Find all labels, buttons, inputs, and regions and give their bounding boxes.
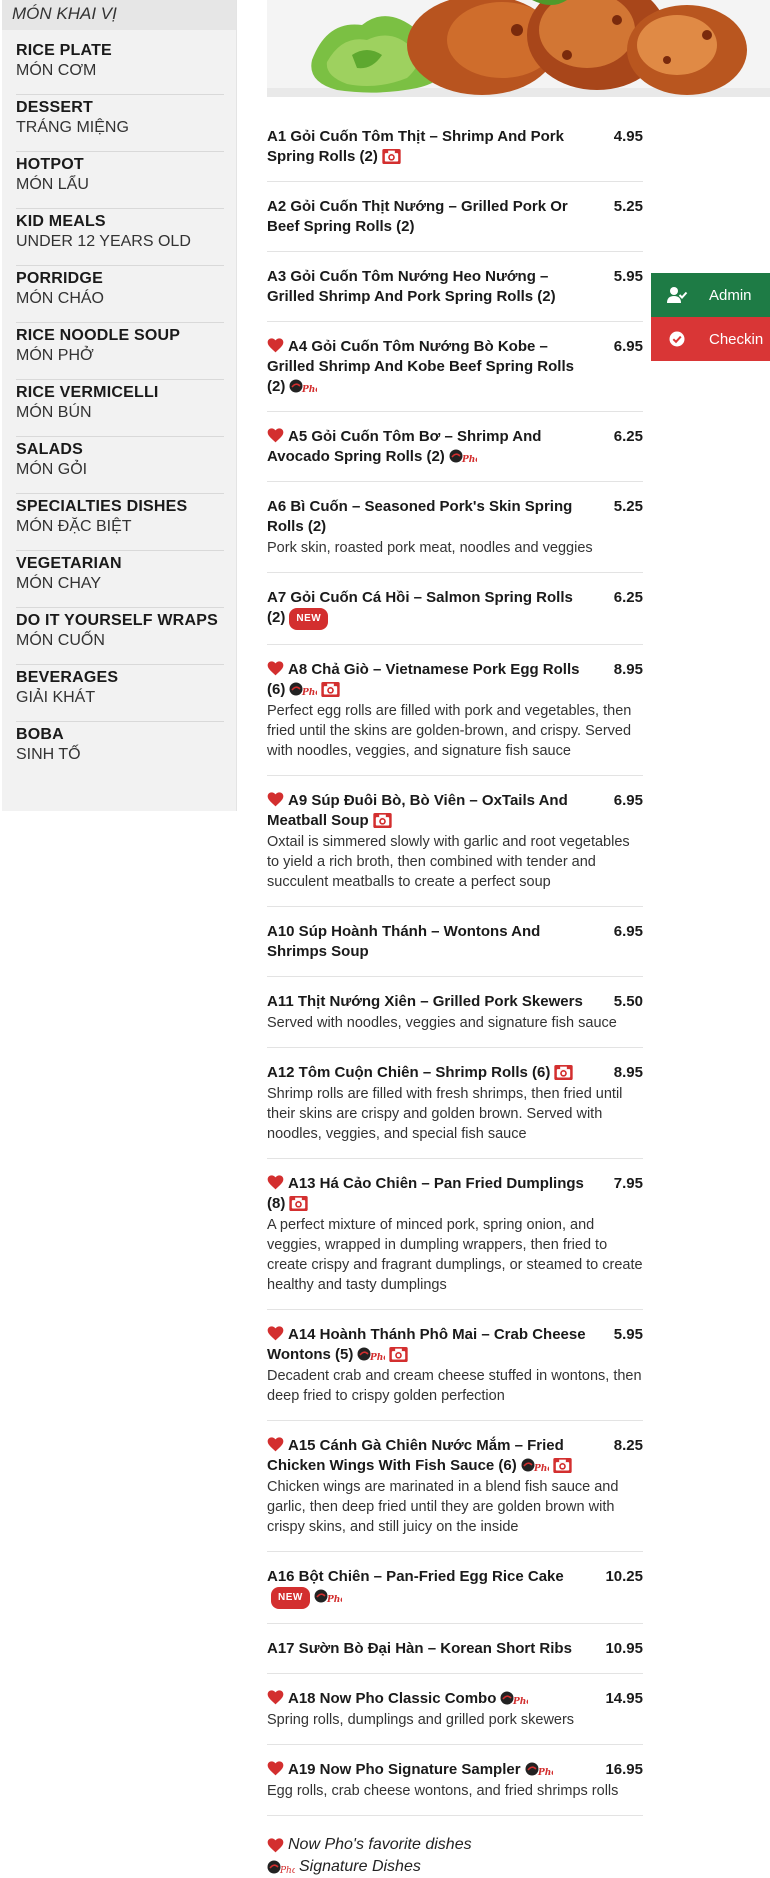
menu-item-name: A9 Súp Đuôi Bò, Bò Viên – OxTails And Meatball Soup bbox=[267, 792, 568, 829]
menu-item-price: 7.95 bbox=[613, 1175, 643, 1192]
menu-item-title bbox=[267, 497, 587, 537]
menu-legend bbox=[267, 1834, 643, 1878]
menu-item-title bbox=[267, 127, 587, 167]
menu-item-list bbox=[267, 112, 643, 1816]
menu-item-name: A8 Chả Giò – Vietnamese Pork Egg Rolls (6) bbox=[267, 661, 580, 698]
legend-favorite-label: Now Pho's favorite dishes bbox=[288, 1836, 472, 1853]
category-name-vi: SINH TỐ bbox=[16, 746, 81, 763]
menu-item[interactable] bbox=[267, 645, 643, 776]
pho-signature-icon bbox=[289, 681, 317, 697]
menu-item[interactable] bbox=[267, 1745, 643, 1816]
menu-item-description: Egg rolls, crab cheese wontons, and fried shrimps rolls bbox=[267, 1783, 619, 1799]
admin-button[interactable] bbox=[651, 273, 770, 317]
menu-item-description: Perfect egg rolls are filled with pork and vegetables, then fried until the skins are golden-brown, and crispy. Served with noodles, veggies, and signature fish sauce bbox=[267, 703, 632, 759]
menu-item-price: 8.95 bbox=[613, 1064, 643, 1081]
hero-food-image bbox=[267, 0, 770, 97]
menu-item[interactable] bbox=[267, 1048, 643, 1159]
category-name-en: VEGETARIAN bbox=[16, 555, 122, 572]
legend-favorite bbox=[267, 1834, 643, 1856]
menu-item-title bbox=[267, 660, 587, 700]
category-sidebar bbox=[2, 0, 237, 811]
sidebar-category-item[interactable] bbox=[16, 608, 224, 665]
menu-item[interactable] bbox=[267, 573, 643, 645]
menu-item-name: A2 Gỏi Cuốn Thịt Nướng – Grilled Pork Or Beef Spring Rolls (2) bbox=[267, 198, 568, 235]
camera-icon[interactable] bbox=[321, 682, 340, 697]
sidebar-category-item[interactable] bbox=[16, 95, 224, 152]
category-name-en: BEVERAGES bbox=[16, 669, 119, 686]
heart-icon bbox=[267, 1761, 284, 1776]
category-name-en: SPECIALTIES DISHES bbox=[16, 498, 188, 515]
menu-item[interactable] bbox=[267, 412, 643, 482]
category-name-vi: MÓN BÚN bbox=[16, 404, 92, 421]
menu-item-price: 10.95 bbox=[605, 1640, 643, 1657]
category-name-en: RICE NOODLE SOUP bbox=[16, 327, 181, 344]
menu-item-name: A6 Bì Cuốn – Seasoned Pork's Skin Spring Rolls (2) bbox=[267, 498, 573, 535]
category-name-vi: MÓN PHỞ bbox=[16, 347, 94, 364]
category-name-vi: GIẢI KHÁT bbox=[16, 689, 96, 706]
menu-item-title bbox=[267, 1063, 587, 1083]
sidebar-category-item[interactable] bbox=[16, 665, 224, 722]
category-name-en: RICE VERMICELLI bbox=[16, 384, 159, 401]
menu-item-title bbox=[267, 197, 587, 237]
menu-item-title bbox=[267, 1689, 587, 1709]
menu-item[interactable] bbox=[267, 776, 643, 907]
menu-item-price: 8.25 bbox=[613, 1437, 643, 1454]
category-name-vi: MÓN ĐẶC BIỆT bbox=[16, 518, 132, 535]
menu-item-name: A17 Sườn Bò Đại Hàn – Korean Short Ribs bbox=[267, 1640, 572, 1657]
category-name-en: HOTPOT bbox=[16, 156, 84, 173]
heart-icon bbox=[267, 338, 284, 353]
menu-item-name: A18 Now Pho Classic Combo bbox=[288, 1690, 497, 1707]
menu-item[interactable] bbox=[267, 977, 643, 1048]
sidebar-category-item[interactable] bbox=[16, 722, 224, 779]
menu-item-price: 5.50 bbox=[613, 993, 643, 1010]
menu-item-title bbox=[267, 1639, 587, 1659]
legend-signature-label: Signature Dishes bbox=[299, 1858, 421, 1875]
menu-item-price: 5.95 bbox=[613, 268, 643, 285]
camera-icon[interactable] bbox=[554, 1065, 573, 1080]
new-badge: NEW bbox=[271, 1587, 310, 1609]
user-check-icon bbox=[667, 285, 687, 305]
sidebar-category-item[interactable] bbox=[16, 38, 224, 95]
fried-chicken-wings-photo bbox=[267, 0, 770, 97]
menu-item-name: A1 Gỏi Cuốn Tôm Thịt – Shrimp And Pork Spring Rolls (2) bbox=[267, 128, 564, 165]
category-name-en: DESSERT bbox=[16, 99, 93, 116]
category-name-en: BOBA bbox=[16, 726, 64, 743]
sidebar-category-item[interactable] bbox=[16, 380, 224, 437]
category-name-en: KID MEALS bbox=[16, 213, 106, 230]
pho-signature-icon bbox=[525, 1761, 553, 1777]
menu-item-name: A4 Gỏi Cuốn Tôm Nướng Bò Kobe – Grilled Shrimp And Kobe Beef Spring Rolls (2) bbox=[267, 338, 574, 395]
menu-item-name: A19 Now Pho Signature Sampler bbox=[288, 1761, 521, 1778]
pho-signature-icon bbox=[500, 1690, 528, 1706]
heart-icon bbox=[267, 1838, 284, 1853]
check-circle-icon bbox=[667, 329, 687, 349]
menu-item-price: 4.95 bbox=[613, 128, 643, 145]
menu-item[interactable] bbox=[267, 482, 643, 573]
legend-signature bbox=[267, 1856, 643, 1878]
menu-item-description: Shrimp rolls are filled with fresh shrimps, then fried until their skins are crispy and golden brown. Served with noodles, veggies, and special fish sauce bbox=[267, 1086, 623, 1142]
camera-icon[interactable] bbox=[553, 1458, 572, 1473]
pho-signature-icon bbox=[289, 378, 317, 394]
sidebar-current-category: MÓN KHAI VỊ bbox=[2, 0, 236, 30]
menu-item-description: Decadent crab and cream cheese stuffed in wontons, then deep fried to crispy golden perfection bbox=[267, 1368, 642, 1404]
category-name-en: DO IT YOURSELF WRAPS bbox=[16, 612, 218, 629]
heart-icon bbox=[267, 428, 284, 443]
menu-item-description: Spring rolls, dumplings and grilled pork skewers bbox=[267, 1712, 575, 1728]
menu-item-name: A7 Gỏi Cuốn Cá Hồi – Salmon Spring Rolls (2) bbox=[267, 589, 573, 626]
menu-item-title bbox=[267, 588, 587, 630]
appetizer-menu bbox=[267, 112, 643, 1878]
pho-signature-icon bbox=[267, 1859, 295, 1875]
camera-icon[interactable] bbox=[382, 149, 401, 164]
heart-icon bbox=[267, 1437, 284, 1452]
menu-item-title bbox=[267, 1174, 587, 1214]
menu-item-name: A5 Gỏi Cuốn Tôm Bơ – Shrimp And Avocado Spring Rolls (2) bbox=[267, 428, 542, 465]
sidebar-category-list bbox=[2, 30, 236, 779]
pho-signature-icon bbox=[449, 448, 477, 464]
menu-item-description: Chicken wings are marinated in a blend fish sauce and garlic, then deep fried until they are golden brown with crispy skins, and still juicy on the inside bbox=[267, 1479, 619, 1535]
menu-item-title bbox=[267, 922, 587, 962]
menu-item[interactable] bbox=[267, 1159, 643, 1310]
camera-icon[interactable] bbox=[389, 1347, 408, 1362]
camera-icon[interactable] bbox=[289, 1196, 308, 1211]
category-name-vi: MÓN CUỐN bbox=[16, 632, 105, 649]
menu-item-title bbox=[267, 267, 587, 307]
checkin-button[interactable] bbox=[651, 317, 770, 361]
category-name-vi: MÓN GỎI bbox=[16, 461, 88, 478]
menu-item-title bbox=[267, 791, 587, 831]
menu-item-name: A16 Bột Chiên – Pan-Fried Egg Rice Cake bbox=[267, 1568, 564, 1585]
heart-icon bbox=[267, 1690, 284, 1705]
menu-item-price: 6.95 bbox=[613, 792, 643, 809]
menu-item-price: 6.95 bbox=[613, 338, 643, 355]
category-name-en: RICE PLATE bbox=[16, 42, 112, 59]
menu-item[interactable] bbox=[267, 1552, 643, 1624]
menu-item[interactable] bbox=[267, 1674, 643, 1745]
menu-item-name: A11 Thịt Nướng Xiên – Grilled Pork Skewers bbox=[267, 993, 583, 1010]
menu-item[interactable] bbox=[267, 1310, 643, 1421]
heart-icon bbox=[267, 792, 284, 807]
menu-item[interactable] bbox=[267, 322, 643, 412]
menu-item-name: A13 Há Cảo Chiên – Pan Fried Dumplings (8) bbox=[267, 1175, 584, 1212]
menu-item-title bbox=[267, 1436, 587, 1476]
menu-item-name: A10 Súp Hoành Thánh – Wontons And Shrimps Soup bbox=[267, 923, 541, 960]
menu-item-price: 14.95 bbox=[605, 1690, 643, 1707]
category-name-en: SALADS bbox=[16, 441, 83, 458]
pho-signature-icon bbox=[314, 1588, 342, 1604]
sidebar-category-item[interactable] bbox=[16, 323, 224, 380]
admin-button-label: Admin bbox=[709, 286, 752, 304]
menu-item[interactable] bbox=[267, 1421, 643, 1552]
new-badge: NEW bbox=[289, 608, 328, 630]
sidebar-category-item[interactable] bbox=[16, 266, 224, 323]
menu-item[interactable] bbox=[267, 1624, 643, 1674]
category-name-vi: MÓN LẨU bbox=[16, 176, 89, 193]
category-name-vi: MÓN CƠM bbox=[16, 62, 97, 79]
sidebar-category-item[interactable] bbox=[16, 209, 224, 266]
menu-item-title bbox=[267, 1567, 587, 1609]
menu-item[interactable] bbox=[267, 182, 643, 252]
menu-item-price: 10.25 bbox=[605, 1568, 643, 1585]
category-name-vi: MÓN CHÁO bbox=[16, 290, 104, 307]
heart-icon bbox=[267, 1326, 284, 1341]
menu-item-name: A14 Hoành Thánh Phô Mai – Crab Cheese Wontons (5) bbox=[267, 1326, 586, 1363]
menu-item[interactable] bbox=[267, 252, 643, 322]
menu-item-description: A perfect mixture of minced pork, spring onion, and veggies, wrapped in dumpling wrappers, then fried to create crispy and fragrant dumplings, or steamed to create healthy and tasty dumplings bbox=[267, 1217, 643, 1293]
pho-signature-icon bbox=[357, 1346, 385, 1362]
heart-icon bbox=[267, 1175, 284, 1190]
menu-item-name: A15 Cánh Gà Chiên Nước Mắm – Fried Chicken Wings With Fish Sauce (6) bbox=[267, 1437, 564, 1474]
menu-item-name: A3 Gỏi Cuốn Tôm Nướng Heo Nướng – Grilled Shrimp And Pork Spring Rolls (2) bbox=[267, 268, 556, 305]
sidebar-category-item[interactable] bbox=[16, 551, 224, 608]
camera-icon[interactable] bbox=[373, 813, 392, 828]
menu-item[interactable] bbox=[267, 112, 643, 182]
menu-item-price: 6.25 bbox=[613, 589, 643, 606]
menu-item-price: 16.95 bbox=[605, 1761, 643, 1778]
sidebar-category-item[interactable] bbox=[16, 152, 224, 209]
menu-item-description: Served with noodles, veggies and signature fish sauce bbox=[267, 1015, 617, 1031]
heart-icon bbox=[267, 661, 284, 676]
menu-item-price: 8.95 bbox=[613, 661, 643, 678]
menu-item-title bbox=[267, 992, 587, 1012]
menu-item-title bbox=[267, 1760, 587, 1780]
menu-item-title bbox=[267, 1325, 587, 1365]
sidebar-category-item[interactable] bbox=[16, 494, 224, 551]
menu-item-price: 5.95 bbox=[613, 1326, 643, 1343]
menu-item-price: 6.25 bbox=[613, 428, 643, 445]
menu-item-price: 5.25 bbox=[613, 198, 643, 215]
category-name-vi: UNDER 12 YEARS OLD bbox=[16, 233, 191, 250]
menu-item[interactable] bbox=[267, 907, 643, 977]
category-name-vi: TRÁNG MIỆNG bbox=[16, 119, 129, 136]
sidebar-category-item[interactable] bbox=[16, 437, 224, 494]
menu-item-name: A12 Tôm Cuộn Chiên – Shrimp Rolls (6) bbox=[267, 1064, 551, 1081]
menu-item-title bbox=[267, 427, 587, 467]
pho-signature-icon bbox=[521, 1457, 549, 1473]
category-name-vi: MÓN CHAY bbox=[16, 575, 102, 592]
checkin-button-label: Checkin bbox=[709, 330, 764, 348]
menu-item-price: 6.95 bbox=[613, 923, 643, 940]
menu-item-description: Oxtail is simmered slowly with garlic and root vegetables to yield a rich broth, then combined with tender and succulent meatballs to create a perfect soup bbox=[267, 834, 630, 890]
menu-item-price: 5.25 bbox=[613, 498, 643, 515]
category-name-en: PORRIDGE bbox=[16, 270, 103, 287]
menu-item-description: Pork skin, roasted pork meat, noodles and veggies bbox=[267, 540, 593, 556]
menu-item-title bbox=[267, 337, 587, 397]
